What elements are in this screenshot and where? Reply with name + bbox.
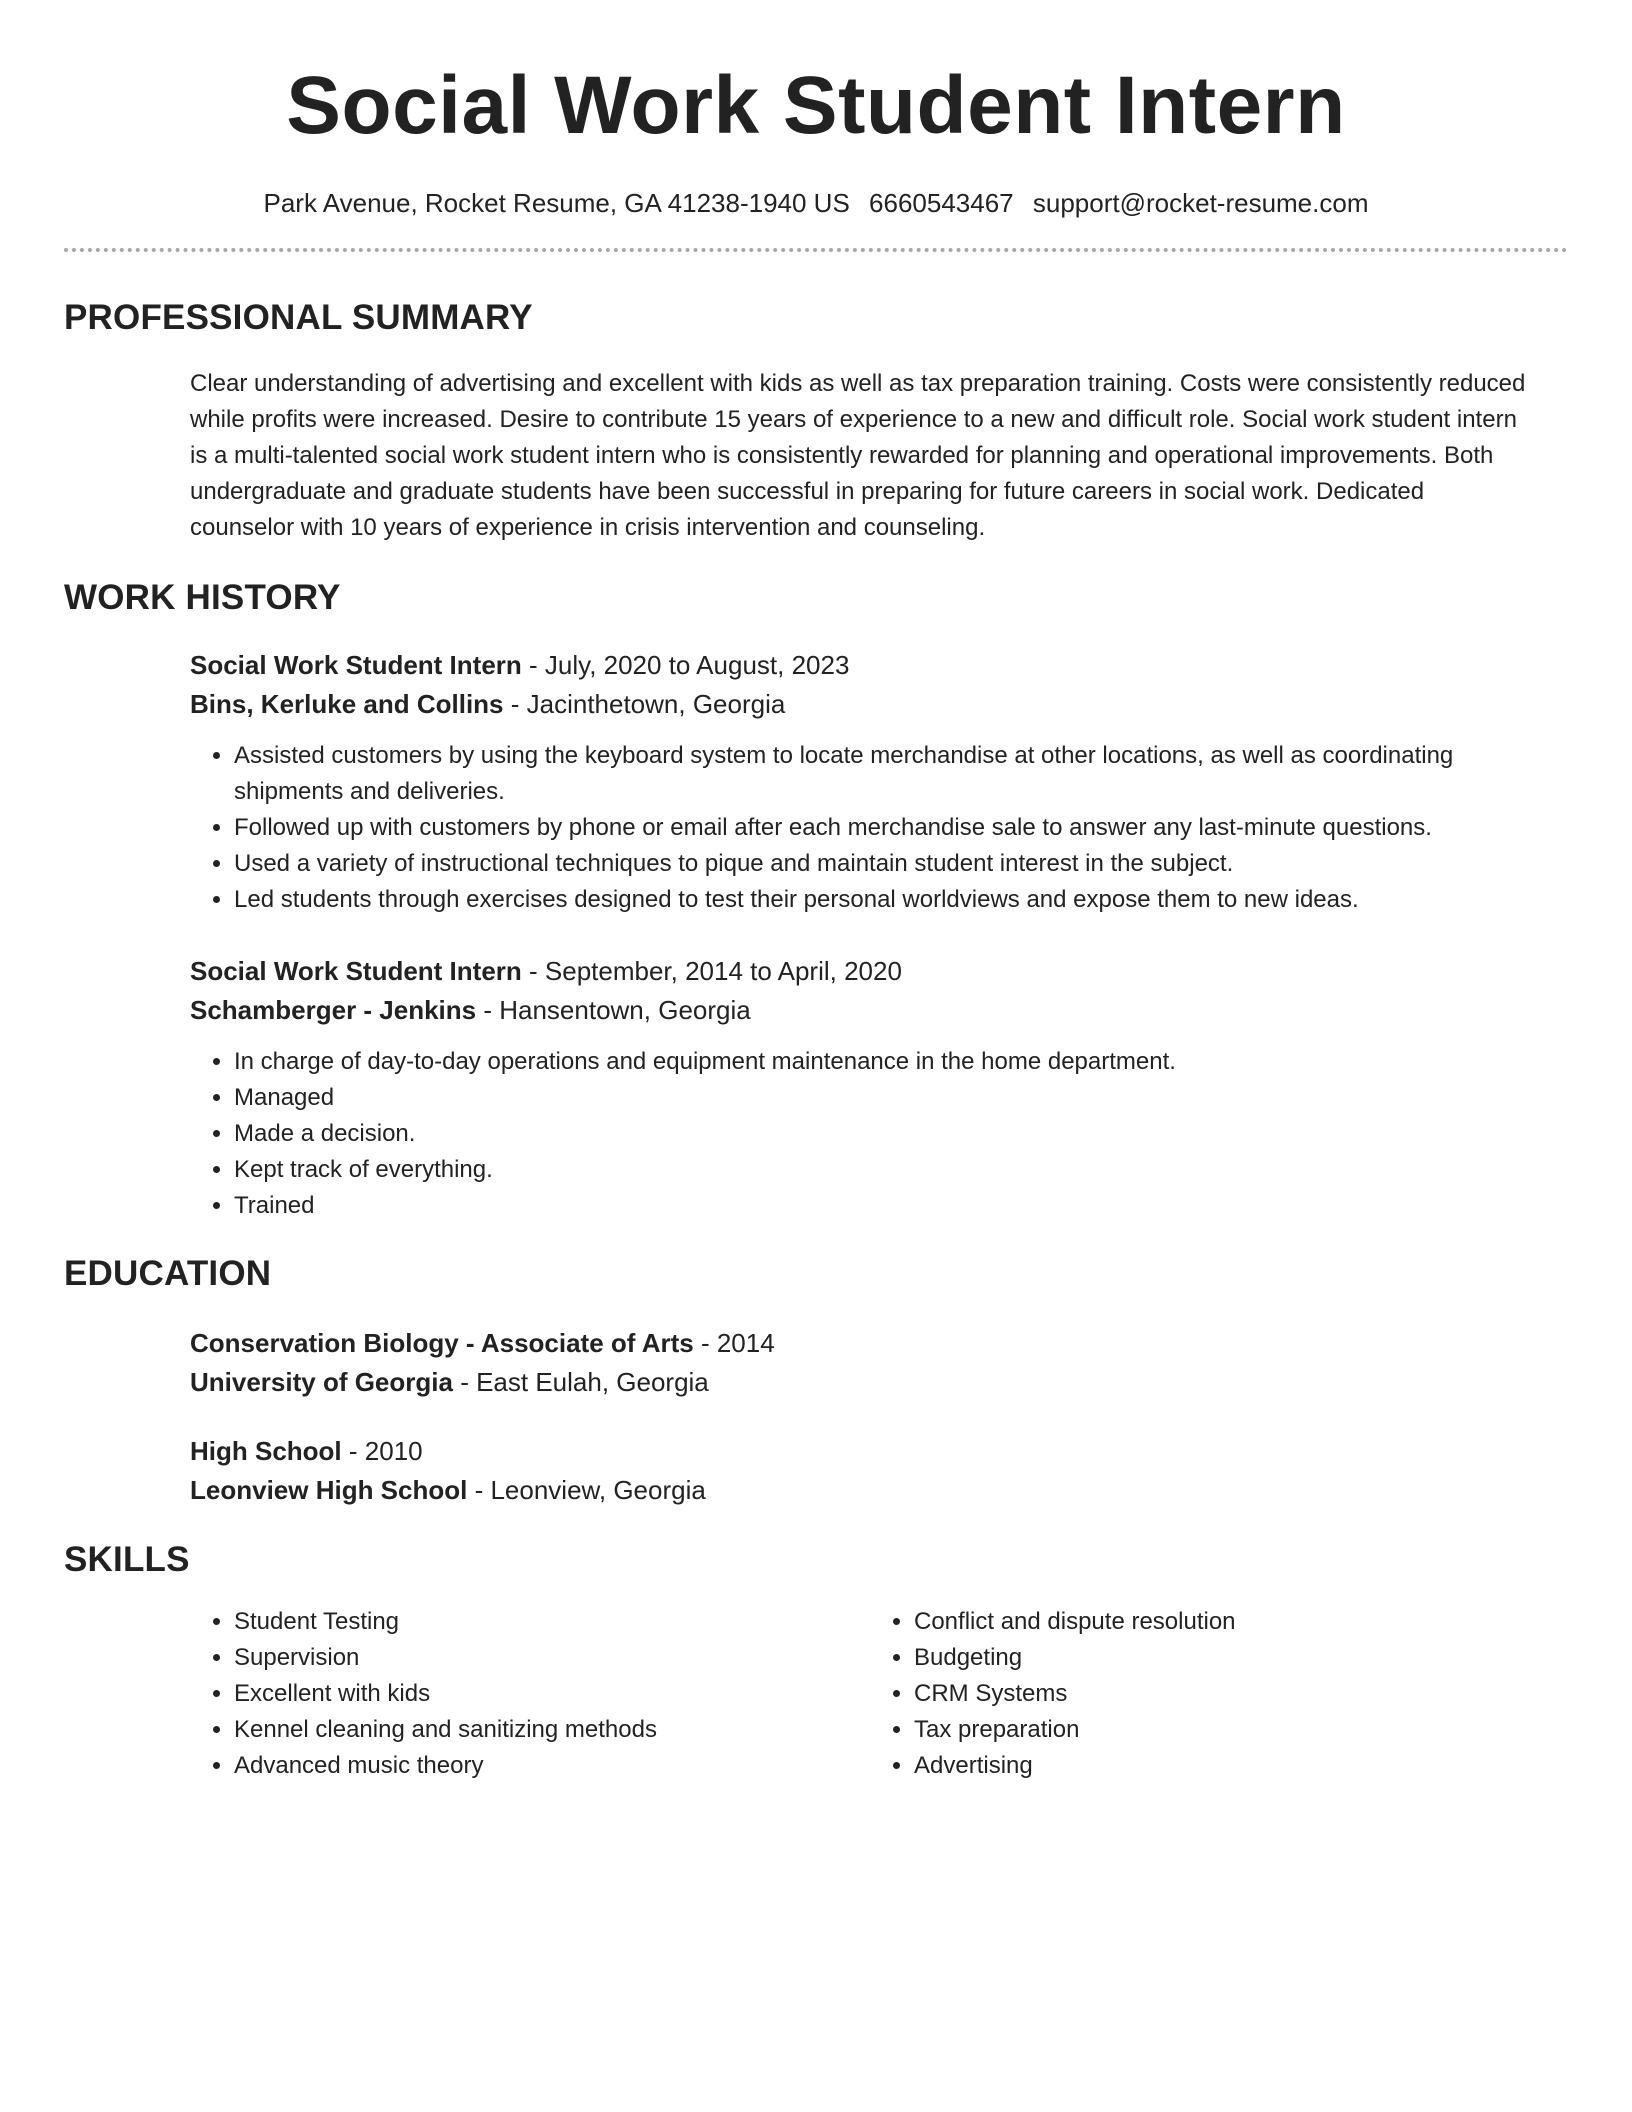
education-school-line <box>190 1363 1568 1402</box>
job-entry <box>64 952 1568 1224</box>
list-item: • Led students through exercises designed to test their personal worldviews and expose them to new ideas. <box>234 882 1534 918</box>
skills-column-left <box>190 1604 870 1784</box>
job-title-line <box>190 952 1568 991</box>
job-bullets <box>190 738 1534 918</box>
job-role: Social Work Student Intern <box>190 650 522 680</box>
contact-address: Park Avenue, Rocket Resume, GA 41238-1940 US <box>263 188 850 218</box>
skill-item: • Advertising <box>914 1748 1550 1784</box>
skills-grid <box>190 1604 1550 1784</box>
job-title-line <box>190 646 1568 685</box>
education-entry <box>64 1432 1568 1510</box>
skill-item: • Student Testing <box>234 1604 870 1640</box>
list-item: • In charge of day-to-day operations and equipment maintenance in the home department. <box>234 1044 1534 1080</box>
education-degree: High School <box>190 1436 342 1466</box>
education-entry <box>64 1324 1568 1402</box>
resume-page <box>64 0 1568 1784</box>
job-entry <box>64 646 1568 918</box>
education-year: - 2010 <box>341 1436 423 1466</box>
education-degree: Conservation Biology - Associate of Arts <box>190 1328 694 1358</box>
list-item: • Followed up with customers by phone or email after each merchandise sale to answer any last-minute questions. <box>234 810 1534 846</box>
job-dates: - July, 2020 to August, 2023 <box>521 650 850 680</box>
list-item: • Made a decision. <box>234 1116 1534 1152</box>
education-degree-line <box>190 1324 1568 1363</box>
candidate-name: Social Work Student Intern <box>286 60 1346 151</box>
skill-item: • Supervision <box>234 1640 870 1676</box>
skill-item: • Kennel cleaning and sanitizing methods <box>234 1712 870 1748</box>
job-dates: - September, 2014 to April, 2020 <box>521 956 902 986</box>
list-item: • Kept track of everything. <box>234 1152 1534 1188</box>
education-location: - East Eulah, Georgia <box>452 1367 709 1397</box>
header-divider <box>64 248 1568 252</box>
contact-phone: 6660543467 <box>869 188 1014 218</box>
contact-line <box>64 186 1568 220</box>
section-title-summary: PROFESSIONAL SUMMARY <box>64 298 533 337</box>
education-school: University of Georgia <box>190 1367 453 1397</box>
section-title-skills: SKILLS <box>64 1540 190 1579</box>
section-title-education: EDUCATION <box>64 1254 272 1293</box>
job-location: - Hansentown, Georgia <box>476 995 751 1025</box>
list-item: • Managed <box>234 1080 1534 1116</box>
job-company: Schamberger - Jenkins <box>190 995 477 1025</box>
list-item: • Used a variety of instructional techniques to pique and maintain student interest in the subject. <box>234 846 1534 882</box>
skill-item: • Excellent with kids <box>234 1676 870 1712</box>
job-company-line <box>190 685 1568 724</box>
skill-item: • Tax preparation <box>914 1712 1550 1748</box>
job-company-line <box>190 991 1568 1030</box>
section-title-work-history: WORK HISTORY <box>64 578 341 617</box>
summary-text: Clear understanding of advertising and excellent with kids as well as tax preparation training. Costs were consistently reduced while profits were increased. Desire to contribute 15 years of experience to a new and difficult role. Social work student intern is a multi-talented social work student intern who is consistently rewarded for planning and operational improvements. Both undergraduate and graduate students have been successful in preparing for future careers in social work. Dedicated counselor with 10 years of experience in crisis intervention and counseling. <box>190 370 1526 541</box>
education-location: - Leonview, Georgia <box>467 1475 706 1505</box>
job-role: Social Work Student Intern <box>190 956 522 986</box>
education-year: - 2014 <box>693 1328 775 1358</box>
skills-column-right <box>870 1604 1550 1784</box>
list-item: • Trained <box>234 1188 1534 1224</box>
job-location: - Jacinthetown, Georgia <box>503 689 786 719</box>
education-degree-line <box>190 1432 1568 1471</box>
job-bullets <box>190 1044 1534 1224</box>
skill-item: • Budgeting <box>914 1640 1550 1676</box>
education-school: Leonview High School <box>190 1475 468 1505</box>
contact-email: support@rocket-resume.com <box>1032 188 1369 218</box>
skill-item: • CRM Systems <box>914 1676 1550 1712</box>
skill-item: • Conflict and dispute resolution <box>914 1604 1550 1640</box>
education-school-line <box>190 1471 1568 1510</box>
job-company: Bins, Kerluke and Collins <box>190 689 504 719</box>
list-item: • Assisted customers by using the keyboard system to locate merchandise at other locations, as well as coordinating shipments and deliveries. <box>234 738 1534 810</box>
skill-item: • Advanced music theory <box>234 1748 870 1784</box>
